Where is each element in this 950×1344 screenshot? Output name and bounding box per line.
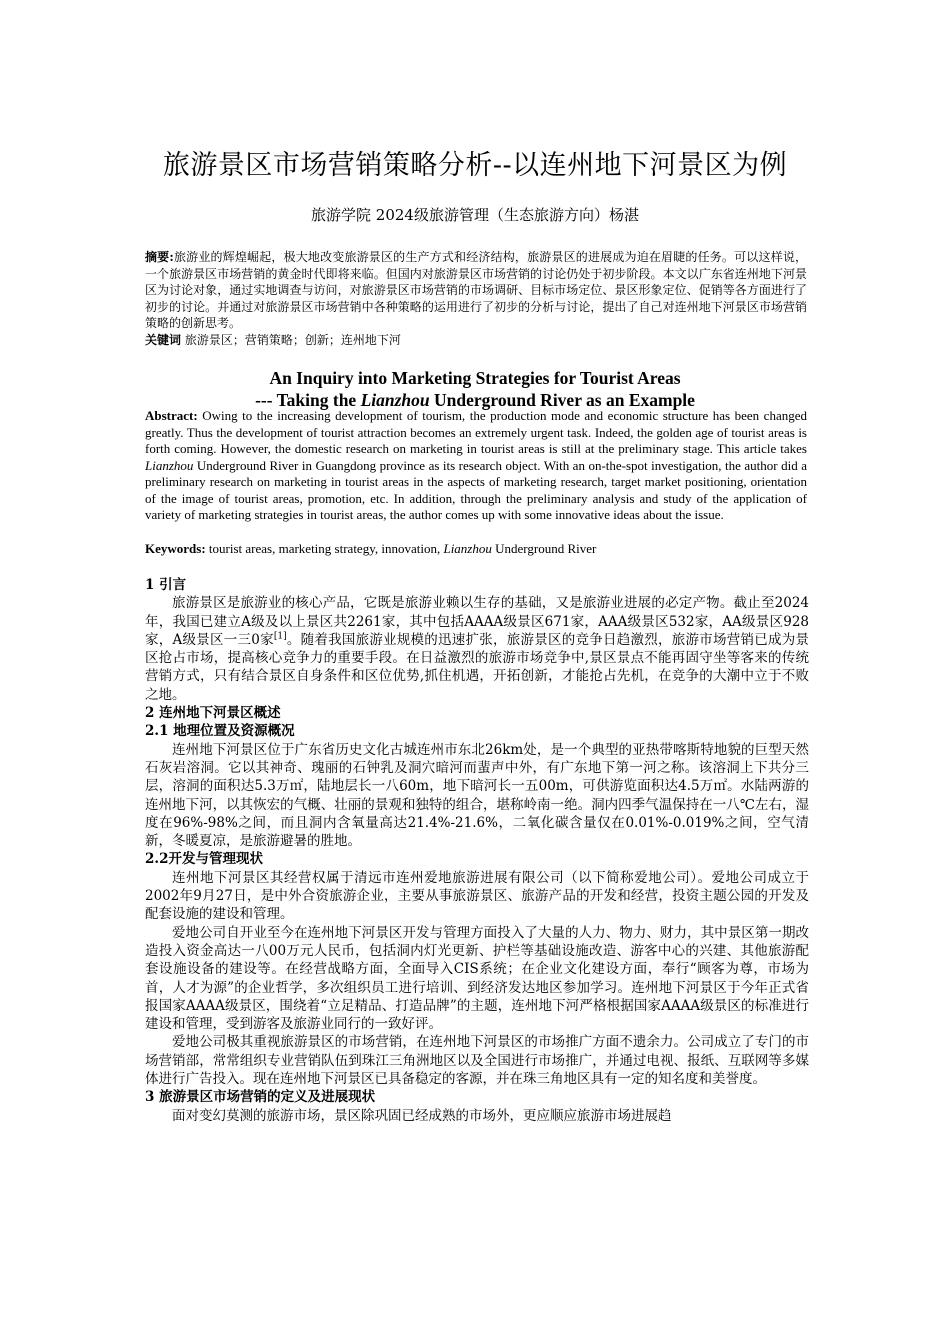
english-title-pre: --- Taking the xyxy=(255,390,361,410)
english-title-em: Lianzhou xyxy=(360,390,430,410)
keywords-en-text-2: Underground River xyxy=(491,541,597,556)
paragraph-management-1: 连州地下河景区其经营权属于清远市连州爱地旅游进展有限公司（以下简称爱地公司）。爱地公司成立于2002年9月27日，是中外合资旅游企业，主要从事旅游景区、旅游产品的开发和经营，投资主题公园的开发及配套设施的建设和管理。 xyxy=(145,869,809,923)
abstract-en-em: Lianzhou xyxy=(145,457,194,473)
citation-ref: [1] xyxy=(273,631,287,642)
keywords-cn-label: 关键词 xyxy=(145,333,182,347)
section-heading-1: 1 引言 xyxy=(145,577,187,593)
abstract-cn-label: 摘要: xyxy=(145,250,174,264)
paragraph-marketing: 面对变幻莫测的旅游市场，景区除巩固已经成熟的市场外，更应顺应旅游市场进展趋 xyxy=(172,1107,672,1124)
intro-text-a: 旅游景区是旅游业的核心产品，它既是旅游业赖以生存的基础，又是旅游业进展的必定产物。截止至2024年，我国已建立A级及以上景区共2261家，其中包括AAAA级景区671家，AAA级景区532家，AA级景区928家，A级景区一三0家 xyxy=(145,595,809,648)
abstract-en-text-1: Owing to the increasing development of tourism, the production mode and economic structure has been changed greatly. Thus the development of tourist attraction becomes an extremely urgent task. Indeed, the golden age of tourist areas is forth coming. However, the domestic research on marketing in tourist areas is still at the preliminary stage. This article takes xyxy=(145,408,807,456)
paragraph-geography: 连州地下河景区位于广东省历史文化古城连州市东北26km处，是一个典型的亚热带喀斯特地貌的巨型天然石灰岩溶洞。它以其神奇、瑰丽的石钟乳及洞穴暗河而蜚声中外，有广东地下第一河之称。该溶洞上下共分三层，溶洞的面积达5.3万㎡，陆地层长一八60m，地下暗河长一五00m，可供游览面积达4.5万㎡。水陆两游的连州地下河，以其恢宏的气概、壮丽的景观和独特的组合，堪称岭南一绝。洞内四季气温保持在一八℃左右，湿度在96%-98%之间，而且洞内含氧量高达21.4%-21.6%，二氧化碳含量仅在0.01%-0.019%之间，空气清新，冬暖夏凉，是旅游避暑的胜地。 xyxy=(145,741,809,850)
paragraph-intro xyxy=(145,594,809,704)
section-heading-2-2: 2.2开发与管理现状 xyxy=(145,851,263,868)
abstract-en-text-2: Underground River in Guangdong province as its research object. With an on-the-spot investigation, the author did a preliminary research on marketing in tourist areas in the aspects of marketing research, target market positioning, orientation of the image of tourist areas, promotion, etc. In addition, through the preliminary analysis and study of the application of variety of marketing strategies in tourist areas, the author comes up with some innovative ideas about the issue. xyxy=(145,457,807,522)
abstract-cn xyxy=(145,249,807,332)
abstract-cn-text: 旅游业的辉煌崛起，极大地改变旅游景区的生产方式和经济结构，旅游景区的进展成为迫在眉睫的任务。可以这样说，一个旅游景区市场营销的黄金时代即将来临。但国内对旅游景区市场营销的讨论仍处于初步阶段。本文以广东省连州地下河景区为讨论对象，通过实地调查与访问，对旅游景区市场营销的市场调研、目标市场定位、景区形象定位、促销等各方面进行了初步的讨论。并通过对旅游景区市场营销中各种策略的运用进行了初步的分析与讨论，提出了自己对连州地下河景区市场营销策略的创新思考。 xyxy=(145,250,807,330)
keywords-en-em: Lianzhou xyxy=(443,541,492,556)
section-heading-2: 2 连州地下河景区概述 xyxy=(145,705,281,722)
paper-title: 旅游景区市场营销策略分析--以连州地下河景区为例 xyxy=(162,150,788,181)
section-heading-2-1: 2.1 地理位置及资源概况 xyxy=(145,723,295,740)
abstract-en-label: Abstract: xyxy=(145,408,198,423)
abstract-en xyxy=(145,408,807,524)
paragraph-management-2: 爱地公司自开业至今在连州地下河景区开发与管理方面投入了大量的人力、物力、财力，其中景区第一期改造投入资金高达一八00万元人民币，包括洞内灯光更新、护栏等基础设施改造、游客中心的兴建、其他旅游配套设施设备的建设等。在经营战略方面，全面导入CIS系统；在企业文化建设方面，奉行“顾客为尊，市场为首，人才为源”的企业哲学，多次组织员工进行培训、到经济发达地区参加学习。连州地下河景区于今年正式省报国家AAAA级景区，围绕着“立足精品、打造品牌”的主题，连州地下河严格根据国家AAAA级景区的标准进行建设和管理，受到游客及旅游业同行的一致好评。 xyxy=(145,924,809,1033)
keywords-en xyxy=(145,541,807,558)
author-line: 旅游学院 2024级旅游管理（生态旅游方向）杨湛 xyxy=(311,206,639,224)
body-text xyxy=(145,576,809,1125)
section-heading-3: 3 旅游景区市场营销的定义及进展现状 xyxy=(145,1089,376,1106)
english-title-line1: An Inquiry into Marketing Strategies for Tourist Areas xyxy=(269,368,681,388)
paragraph-management-3: 爱地公司极其重视旅游景区的市场营销，在连州地下河景区的市场推广方面不遗余力。公司成立了专门的市场营销部，常常组织专业营销队伍到珠江三角洲地区以及全国进行市场推广，并通过电视、报纸、互联网等多媒体进行广告投入。现在连州地下河景区已具备稳定的客源，并在珠三角地区具有一定的知名度和美誉度。 xyxy=(145,1034,809,1088)
english-title-post: Underground River as an Example xyxy=(429,390,695,410)
keywords-en-text-1: tourist areas, marketing strategy, innovation, xyxy=(205,541,444,556)
keywords-en-label: Keywords: xyxy=(145,541,206,556)
keywords-cn xyxy=(145,332,807,349)
keywords-cn-text: 旅游景区；营销策略；创新；连州地下河 xyxy=(181,333,401,347)
intro-text-b: 。随着我国旅游业规模的迅速扩张，旅游景区的竞争日趋激烈，旅游市场营销已成为景区抢占市场，提高核心竞争力的重要手段。在日益激烈的旅游市场竞争中,景区景点不能再固守坐等客来的传统营销方式，只有结合景区自身条件和区位优势,抓住机遇，开拓创新，才能抢占先机，在竞争的大潮中立于不败之地。 xyxy=(145,631,810,703)
